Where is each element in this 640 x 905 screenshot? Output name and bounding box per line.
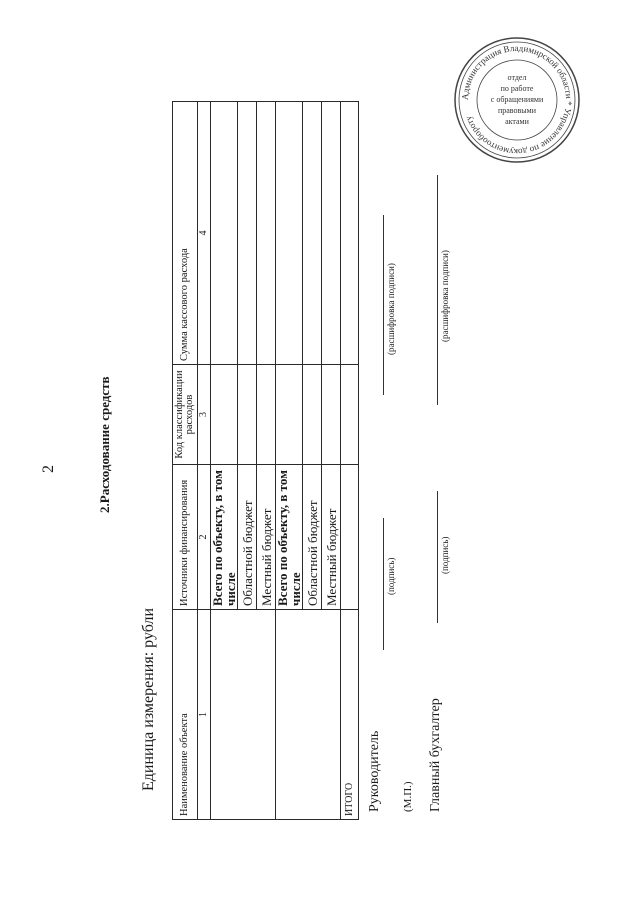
- table-header-row: [173, 102, 198, 820]
- accountant-signature-line: [437, 491, 438, 623]
- code-cell: [322, 365, 341, 465]
- column-number: 3: [198, 365, 211, 465]
- funding-source-cell: Местный бюджет: [322, 465, 341, 610]
- page-number: 2: [40, 465, 57, 473]
- accountant-decode-caption: (расшифровка подписи): [440, 250, 450, 342]
- funding-source-cell: Областной бюджет: [303, 465, 322, 610]
- table-total-row: [341, 102, 359, 820]
- total-cell: [341, 365, 359, 465]
- table-row: [211, 102, 238, 820]
- stamp-inner-line: правовыми: [497, 106, 537, 115]
- total-label: ИТОГО: [341, 610, 359, 820]
- sum-cell: [211, 102, 238, 365]
- total-cell: [341, 102, 359, 365]
- table-row: [276, 102, 303, 820]
- unit-label: Единица измерения: рубли: [140, 607, 157, 791]
- accountant-signature-label: Главный бухгалтер: [428, 698, 443, 812]
- total-cell: [341, 465, 359, 610]
- object-name-cell: [276, 610, 341, 820]
- code-cell: [238, 365, 257, 465]
- stamp-inner-line: актами: [505, 117, 529, 126]
- code-cell: [257, 365, 276, 465]
- code-cell: [276, 365, 303, 465]
- code-cell: [211, 365, 238, 465]
- header-object-name: Наименование объекта: [173, 610, 198, 820]
- head-decode-line: [383, 215, 384, 395]
- funding-source-cell: Всего по объекту, в том числе: [276, 465, 303, 610]
- stamp-ring-text: Администрация Владимирской области * Управление по документообороту: [459, 42, 575, 158]
- official-stamp: [452, 35, 582, 165]
- mp-label: (М.П.): [402, 781, 414, 812]
- head-signature-label: Руководитель: [367, 730, 382, 812]
- funding-source-cell: Областной бюджет: [238, 465, 257, 610]
- column-number: 2: [198, 465, 211, 610]
- stamp-inner-line: с обращениями: [490, 95, 544, 104]
- code-cell: [303, 365, 322, 465]
- header-cash-expense-sum: Сумма кассового расхода: [173, 102, 198, 365]
- funding-source-cell: Местный бюджет: [257, 465, 276, 610]
- column-number: 4: [198, 102, 211, 365]
- expenditure-table: [172, 101, 359, 820]
- head-decode-caption: (расшифровка подписи): [386, 263, 396, 355]
- header-funding-sources: Источники финансирования: [173, 465, 198, 610]
- head-signature-caption: (подпись): [386, 557, 396, 595]
- sum-cell: [257, 102, 276, 365]
- accountant-signature-caption: (подпись): [440, 536, 450, 574]
- sum-cell: [303, 102, 322, 365]
- head-signature-line: [383, 518, 384, 650]
- header-classification-code: Код классификации расходов: [173, 365, 198, 465]
- sum-cell: [238, 102, 257, 365]
- object-name-cell: [211, 610, 276, 820]
- section-title: 2.Расходование средств: [97, 376, 112, 513]
- sum-cell: [322, 102, 341, 365]
- sum-cell: [276, 102, 303, 365]
- stamp-inner-line: по работе: [500, 84, 534, 93]
- column-number: 1: [198, 610, 211, 820]
- funding-source-cell: Всего по объекту, в том числе: [211, 465, 238, 610]
- stamp-inner-line: отдел: [507, 73, 527, 82]
- accountant-decode-line: [437, 175, 438, 405]
- column-number-row: [198, 102, 211, 820]
